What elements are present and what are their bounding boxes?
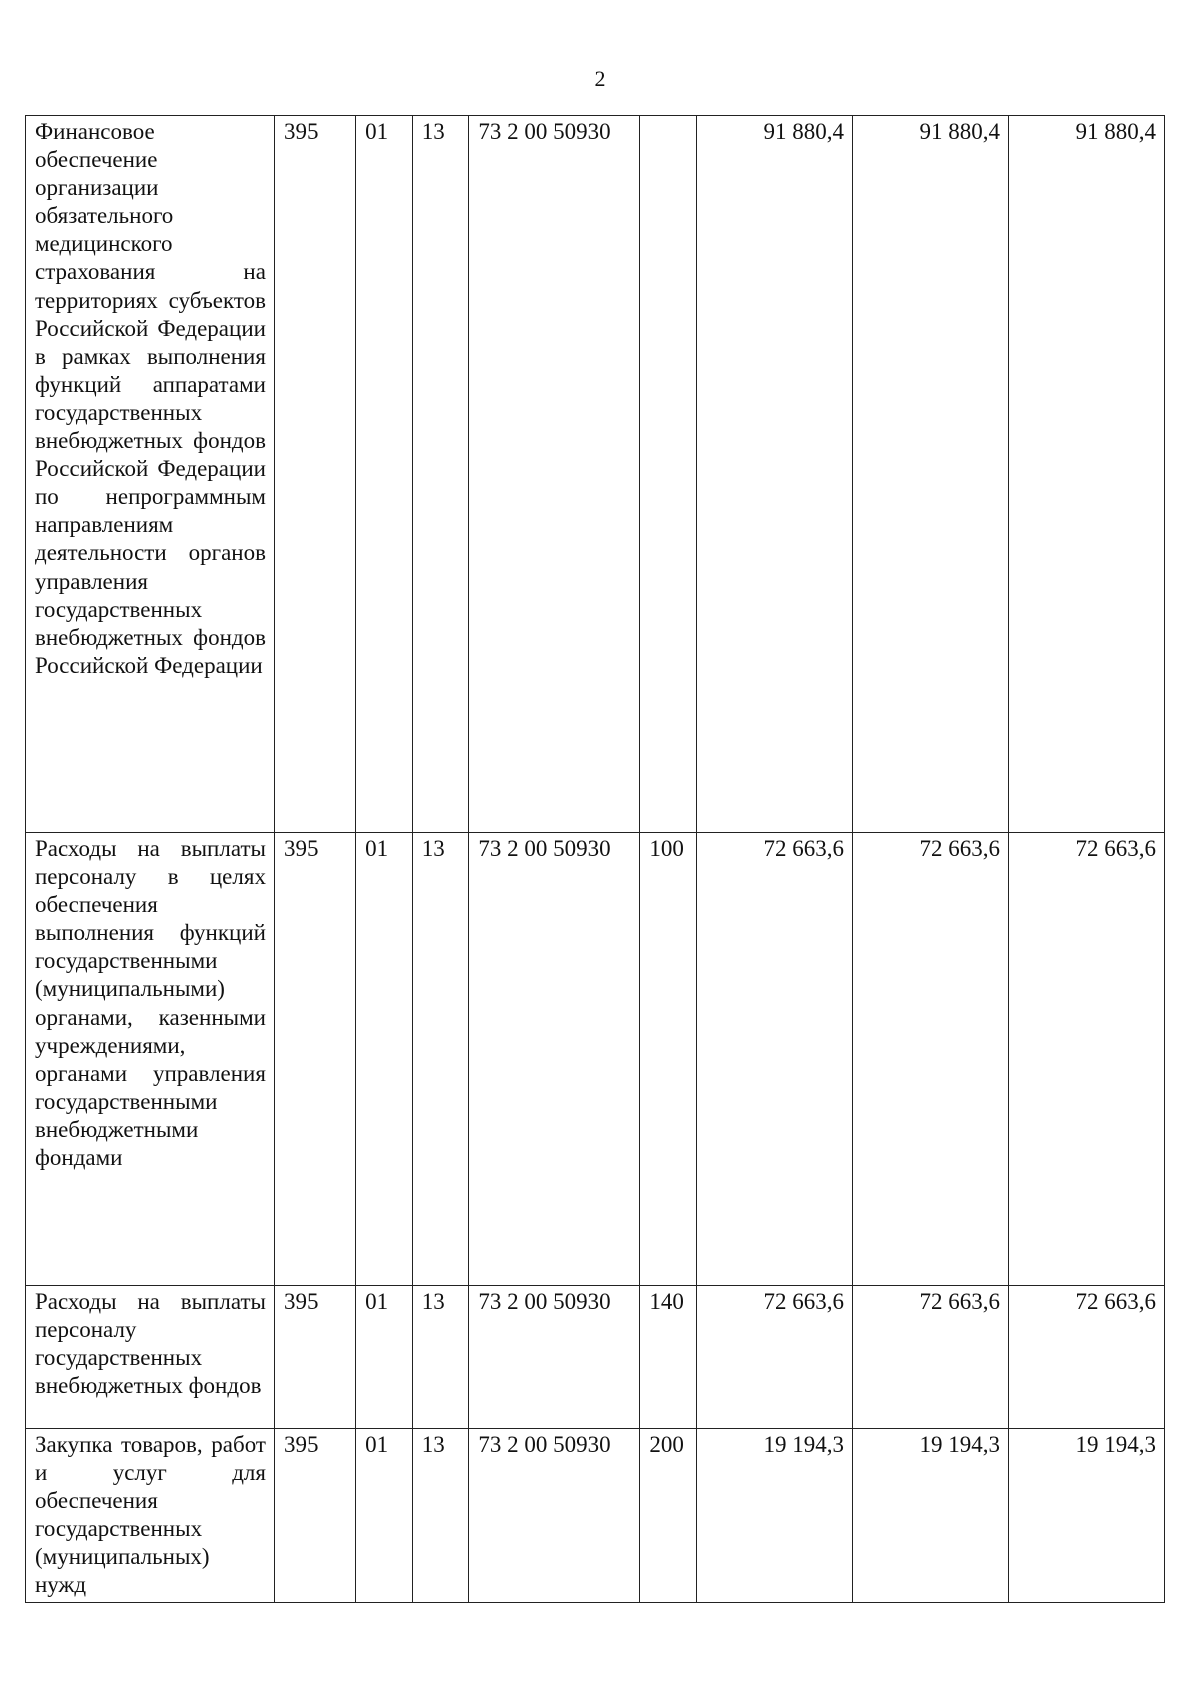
section-code-cell: 01 [356,116,413,833]
row-name-cell: Расходы на выплаты персоналу в целях обеспечения выполнения функций государственными (муниципальными) органами, казенными учреждениями, органами управления государственными внебюджетными фондами [26,833,275,1286]
expense-type-cell [640,116,697,833]
ministry-code-cell: 395 [274,1286,355,1429]
table-row [26,1429,1165,1603]
table-row [26,833,1165,1286]
target-article-cell: 73 2 00 50930 [469,1286,640,1429]
subsection-code-cell: 13 [412,833,469,1286]
subsection-code-cell: 13 [412,1429,469,1603]
ministry-code-cell: 395 [274,833,355,1286]
amount-2-cell: 19 194,3 [852,1429,1008,1603]
amount-1-cell: 19 194,3 [696,1429,852,1603]
amount-1-cell: 91 880,4 [696,116,852,833]
amount-3-cell: 72 663,6 [1008,833,1164,1286]
subsection-code-cell: 13 [412,1286,469,1429]
amount-2-cell: 72 663,6 [852,833,1008,1286]
ministry-code-cell: 395 [274,1429,355,1603]
page-number: 2 [594,66,606,91]
amount-2-cell: 72 663,6 [852,1286,1008,1429]
row-name-cell: Расходы на выплаты персоналу государственных внебюджетных фондов [26,1286,275,1429]
row-name-cell: Закупка товаров, работ и услуг для обеспечения государственных (муниципальных) нужд [26,1429,275,1603]
ministry-code-cell: 395 [274,116,355,833]
row-name-cell: Финансовое обеспечение организации обязательного медицинского страхования на территориях субъектов Российской Федерации в рамках выполнения функций аппаратами государственных внебюджетных фондов Российской Федерации по непрограммным направлениям деятельности органов управления государственных внебюджетных фондов Российской Федерации [26,116,275,833]
amount-3-cell: 72 663,6 [1008,1286,1164,1429]
subsection-code-cell: 13 [412,116,469,833]
expense-type-cell: 200 [640,1429,697,1603]
table-row [26,1286,1165,1429]
target-article-cell: 73 2 00 50930 [469,1429,640,1603]
section-code-cell: 01 [356,833,413,1286]
amount-3-cell: 91 880,4 [1008,116,1164,833]
amount-3-cell: 19 194,3 [1008,1429,1164,1603]
target-article-cell: 73 2 00 50930 [469,116,640,833]
amount-1-cell: 72 663,6 [696,833,852,1286]
expense-type-cell: 100 [640,833,697,1286]
section-code-cell: 01 [356,1286,413,1429]
expense-type-cell: 140 [640,1286,697,1429]
budget-table [25,115,1165,1603]
section-code-cell: 01 [356,1429,413,1603]
amount-2-cell: 91 880,4 [852,116,1008,833]
table-row [26,116,1165,833]
amount-1-cell: 72 663,6 [696,1286,852,1429]
target-article-cell: 73 2 00 50930 [469,833,640,1286]
